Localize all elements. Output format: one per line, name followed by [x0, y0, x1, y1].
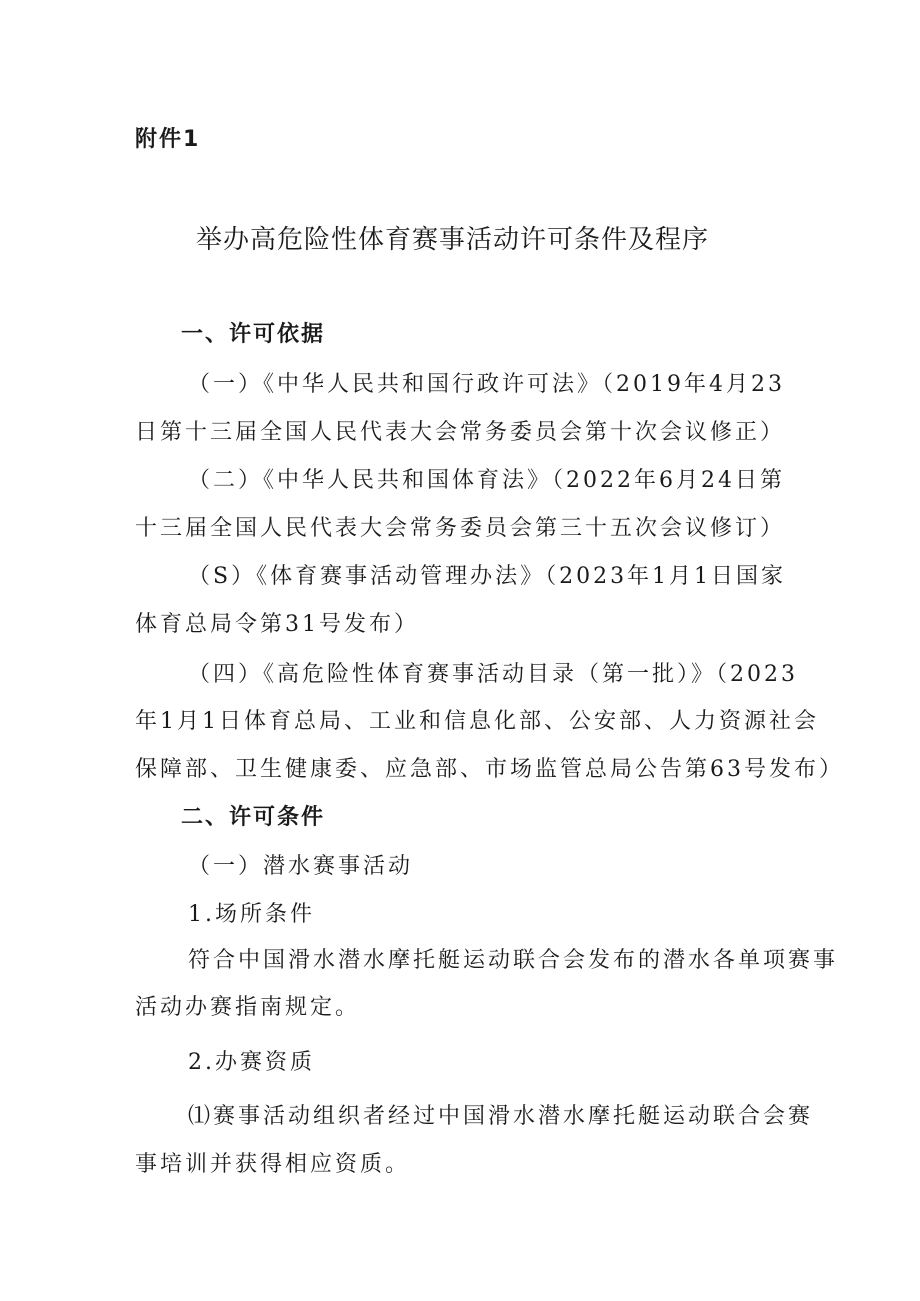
venue-conditions-title: 1.场所条件: [188, 902, 315, 927]
venue-conditions-line-1: 符合中国滑水潜水摩托艇运动联合会发布的潜水各单项赛事: [188, 948, 839, 973]
qualification-item-1-line-1: ⑴赛事活动组织者经过中国滑水潜水摩托艇运动联合会赛: [188, 1104, 814, 1129]
basis-item-3-line-1: （S）《体育赛事活动管理办法》（2023年1月1日国家: [188, 564, 787, 589]
basis-item-4-line-1: （四）《高危险性体育赛事活动目录（第一批）》（2023: [188, 662, 798, 687]
section-2-heading: 二、许可条件: [181, 805, 326, 830]
diving-subheading: （一）潜水赛事活动: [188, 854, 414, 879]
basis-item-1-line-2: 日第十三届全国人民代表大会常务委员会第十次会议修正）: [135, 420, 786, 445]
document-title: 举办高危险性体育赛事活动许可条件及程序: [196, 225, 710, 255]
section-1-heading: 一、许可依据: [181, 322, 326, 347]
qualification-title: 2.办赛资质: [188, 1050, 315, 1075]
basis-item-4-line-2: 年1月1日体育总局、工业和信息化部、公安部、人力资源社会: [135, 709, 819, 734]
venue-conditions-line-2: 活动办赛指南规定。: [135, 995, 361, 1020]
basis-item-3-line-2: 体育总局令第31号发布）: [135, 612, 419, 637]
basis-item-4-line-3: 保障部、卫生健康委、应急部、市场监管总局公告第63号发布）: [135, 757, 844, 782]
basis-item-1-line-1: （一）《中华人民共和国行政许可法》（2019年4月23: [188, 372, 785, 397]
attachment-label: 附件1: [135, 127, 201, 152]
qualification-item-1-line-2: 事培训并获得相应资质。: [135, 1152, 411, 1177]
basis-item-2-line-2: 十三届全国人民代表大会常务委员会第三十五次会议修订）: [135, 516, 786, 541]
basis-item-2-line-1: （二）《中华人民共和国体育法》（2022年6月24日第: [188, 468, 785, 493]
